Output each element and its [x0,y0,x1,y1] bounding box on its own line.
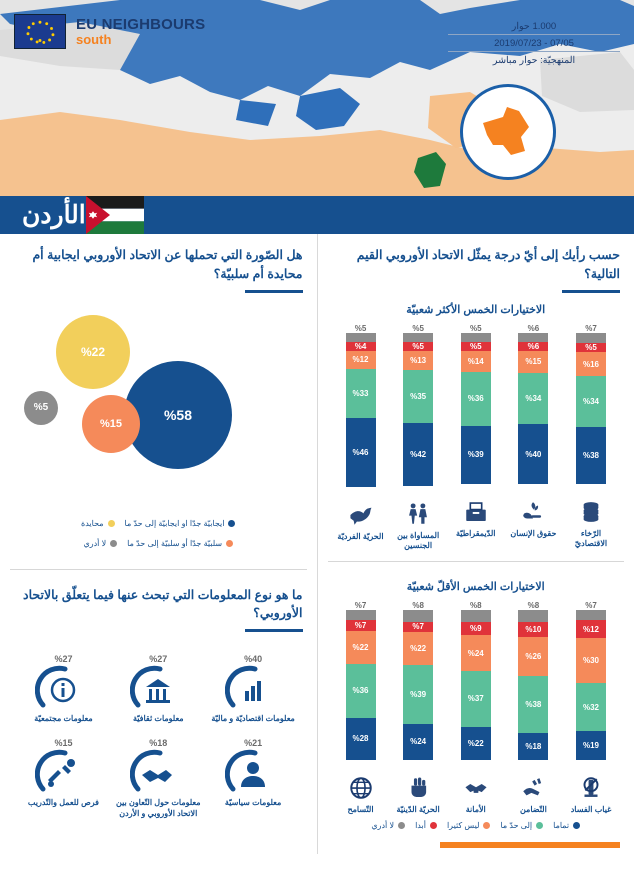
bar-label: الدّيمقراطيّة [456,529,496,538]
bar-segment [576,610,606,621]
bar-segment: %22 [461,727,491,760]
info-pct: %27 [149,654,168,664]
category-icon [463,491,489,525]
bar-segment: %4 [346,342,376,351]
politician-icon [225,749,281,795]
legend-label: ايجابيّة جدّا او ايجابيّة إلى حدّ ما [124,519,225,528]
jordan-flag-icon [86,196,144,234]
bar-segment [461,610,491,622]
gender-equality-icon [405,501,431,527]
legend-item [415,821,437,830]
legend-swatch [228,520,235,527]
category-icon [405,767,431,801]
legend-swatch [536,822,543,829]
bar-segment: %12 [346,351,376,369]
info-icon-grid [14,642,303,835]
legend-item [371,821,405,830]
stacked-bar [576,333,606,485]
info-panel-title: ما هو نوع المعلومات التي تبحث عنها فيما يتعلّق بالاتحاد الأوروبي؟ [23,587,303,621]
tools-icon [35,749,91,795]
info-icon-wrap [18,666,109,710]
stacked-bar [403,610,433,760]
meta-dates: 07/05 - 2019/07/23 [448,35,620,52]
legend-item [81,519,115,528]
info-icon-wrap [18,750,109,794]
coins-icon [578,499,604,525]
bar-segment: %46 [346,418,376,487]
bar-segment-label-outer: %7 [585,323,597,333]
divider [10,569,307,570]
info-label: معلومات ثقافيّة [132,714,184,723]
title-rule [245,629,303,632]
no-corruption-icon [578,775,604,801]
bar-segment: %34 [576,376,606,427]
bar-column [393,324,443,551]
bar-segment: %37 [461,671,491,727]
info-person-icon [35,665,91,711]
bar-segment: %33 [346,369,376,419]
bubble: %15 [82,395,140,453]
country-shape-badge [460,84,556,180]
info-item [111,730,206,825]
bar-segment: %24 [461,635,491,671]
country-bar [0,196,634,234]
info-pct: %18 [149,738,168,749]
ballot-box-icon [463,499,489,525]
bubble: %58 [124,361,232,469]
partnership-icon [130,749,186,795]
bar-column [508,324,558,551]
category-icon [578,767,604,801]
bar-segment: %16 [576,352,606,376]
bar-column [451,601,501,815]
category-icon [405,493,431,527]
legend-swatch [108,520,115,527]
image-panel-title: هل الصّورة التي تحملها عن الاتحاد الأوروبي ايجابية أم محايدة أم سلبيّة؟ [32,248,303,281]
survey-meta [448,18,620,68]
stacked-bar [403,333,433,486]
bar-segment: %28 [346,718,376,760]
page-header [0,0,634,196]
hand-plant-icon [520,499,546,525]
legend-label: لا أدري [371,820,395,830]
stacked-bar [576,610,606,760]
bar-segment: %35 [403,370,433,423]
column-divider [317,234,318,854]
bubble: %5 [24,391,58,425]
info-label: معلومات اقتصاديّة و ماليّة [211,714,295,723]
bar-segment: %7 [403,622,433,633]
bar-segment: %19 [576,731,606,760]
bar-label: التّضامن [519,804,547,814]
info-icon-wrap [113,750,204,794]
bar-segment-label-outer: %7 [354,600,367,610]
bar-segment: %40 [518,424,548,484]
legend-label: لا أدري [83,539,107,548]
bar-segment [403,610,433,622]
info-pct: %27 [54,654,73,664]
bubble: %22 [56,315,130,389]
bar-segment: %14 [461,351,491,372]
info-label: معلومات حول التّعاون بين الاتحاد الأوروبي و الأردن [115,798,201,818]
stacked-bars-top [332,324,621,551]
bar-segment: %22 [346,631,376,664]
bar-label: التّسامح [347,804,374,814]
bar-label: الحريّة الفرديّة [337,532,384,541]
bar-segment: %15 [518,351,548,374]
globe-icon [348,775,374,801]
helping-hand-icon [520,775,546,801]
info-icon-wrap [208,750,299,794]
bar-column [508,601,558,815]
values-bottom-subtitle: الاختيارات الخمس الأقلّ شعبيّة [406,580,545,593]
info-item [206,730,301,825]
values-top-subtitle: الاختيارات الخمس الأكثر شعبيّة [406,303,546,316]
legend-item [83,539,117,548]
bar-segment: %9 [461,622,491,636]
info-pct: %15 [54,738,73,749]
bar-column [566,324,616,551]
stacked-bar [518,333,548,485]
content-grid [0,234,634,854]
bar-segment: %12 [576,620,606,638]
right-column [0,234,317,854]
image-panel [0,234,317,565]
bar-segment-label-outer: %5 [469,323,482,333]
legend-item [500,821,543,830]
legend-label: أبدا [415,820,426,830]
stacked-bars-bottom [332,601,621,815]
bar-segment-label-outer: %8 [527,600,540,610]
legend-swatch [573,822,580,829]
stacked-bar [518,610,548,760]
stacked-bar [346,333,376,488]
stacked-bar [346,610,376,760]
bar-label: حقوق الإنسان [510,529,557,538]
bar-segment [518,333,548,342]
bar-segment-label-outer: %6 [527,323,540,333]
bubble-chart [14,303,303,515]
legend-swatch [226,540,233,547]
bar-chart-icon [225,665,281,711]
bar-column [566,601,616,815]
bar-segment [518,610,548,622]
bar-segment: %32 [576,683,606,731]
meta-interviews: 1.000 حوار [448,18,620,35]
museum-icon [130,665,186,711]
meta-method: المنهجيّة: حوار مباشر [492,54,576,66]
bar-segment: %38 [518,676,548,733]
legend-swatch [398,822,405,829]
legend-item [447,821,491,830]
bar-segment [576,333,606,344]
category-icon [463,767,489,801]
info-label: معلومات مجتمعيّة [34,714,93,723]
stacked-bar [461,610,491,760]
category-icon [348,767,374,801]
bar-segment: %10 [518,622,548,637]
legend-label: سلبيّة جدّا أو سلبيّة إلى حدّ ما [127,539,223,548]
info-item [16,646,111,730]
bar-segment [346,610,376,621]
bar-column [336,324,386,551]
info-label: معلومات سياسيّة [224,798,282,808]
bar-segment: %18 [518,733,548,760]
title-rule [562,290,620,293]
bar-segment: %22 [403,632,433,665]
bar-label: الأمانة [465,804,486,814]
bar-segment: %13 [403,351,433,371]
title-rule [245,290,303,293]
bar-segment: %34 [518,373,548,424]
bar-segment-label-outer: %5 [412,323,424,333]
values-legend [332,815,621,840]
bar-segment-label-outer: %8 [469,600,482,610]
bar-segment: %39 [461,426,491,485]
info-icon-wrap [113,666,204,710]
info-item [206,646,301,730]
bar-segment: %39 [403,665,433,724]
info-item [111,646,206,730]
bar-segment: %24 [403,724,433,760]
bar-segment-label-outer: %8 [412,600,424,610]
dove-icon [348,502,374,528]
bar-segment: %5 [403,342,433,351]
raised-fist-icon [405,775,431,801]
stacked-bar [461,333,491,485]
bar-segment-label-outer: %5 [354,323,367,333]
legend-label: تماما [553,820,570,830]
bar-segment: %36 [461,372,491,426]
divider [328,561,625,562]
bar-segment [461,333,491,342]
bar-segment: %7 [346,620,376,631]
bar-column [336,601,386,815]
legend-label: ليس كثيرا [446,820,480,830]
handshake-icon [463,775,489,801]
bar-segment: %26 [518,637,548,676]
brand-lockup [14,14,205,49]
info-pct: %40 [244,654,263,664]
values-panel-title: حسب رأيك إلى أيّ درجة يمثّل الاتحاد الأوروبي القيم التالية؟ [356,248,620,281]
bar-label: المساواة بين الجنسين [397,530,440,550]
bar-segment: %36 [346,664,376,718]
legend-item [125,519,236,528]
brand-region: south [76,31,112,47]
jordan-shape-icon [473,97,543,167]
info-icon-wrap [208,666,299,710]
bar-segment: %38 [576,427,606,484]
legend-swatch [430,822,437,829]
bar-segment: %30 [576,638,606,683]
bar-label: الرّخاء الاقتصاديّ [574,529,608,548]
bar-label: الحريّة الدّينيّة [396,804,440,814]
category-icon [520,767,546,801]
legend-label: إلى حدّ ما [500,820,533,830]
info-label: فرص للعمل والتّدريب [27,798,99,808]
info-panel [0,574,317,842]
legend-item [553,821,580,830]
legend-swatch [110,540,117,547]
eu-flag-icon [14,14,66,49]
bar-segment [346,333,376,342]
bar-segment: %5 [576,343,606,352]
legend-swatch [483,822,490,829]
info-item [16,730,111,825]
bar-label: غياب الفساد [570,804,612,814]
category-icon [348,494,374,528]
bar-segment: %6 [518,342,548,351]
accent-strip [440,842,620,848]
category-icon [578,491,604,525]
brand-name: EU NEIGHBOURS [76,15,206,33]
category-icon [520,491,546,525]
image-legend [14,515,303,559]
info-pct: %21 [244,738,263,749]
page-title: الأردن [22,201,86,229]
legend-item [127,539,233,548]
bar-segment-label-outer: %7 [585,600,597,610]
legend-label: محايدة [81,519,104,528]
bar-segment: %5 [461,342,491,351]
bar-column [451,324,501,551]
bar-segment: %42 [403,423,433,486]
bar-column [393,601,443,815]
values-panel [318,234,634,854]
bar-segment [403,333,433,342]
